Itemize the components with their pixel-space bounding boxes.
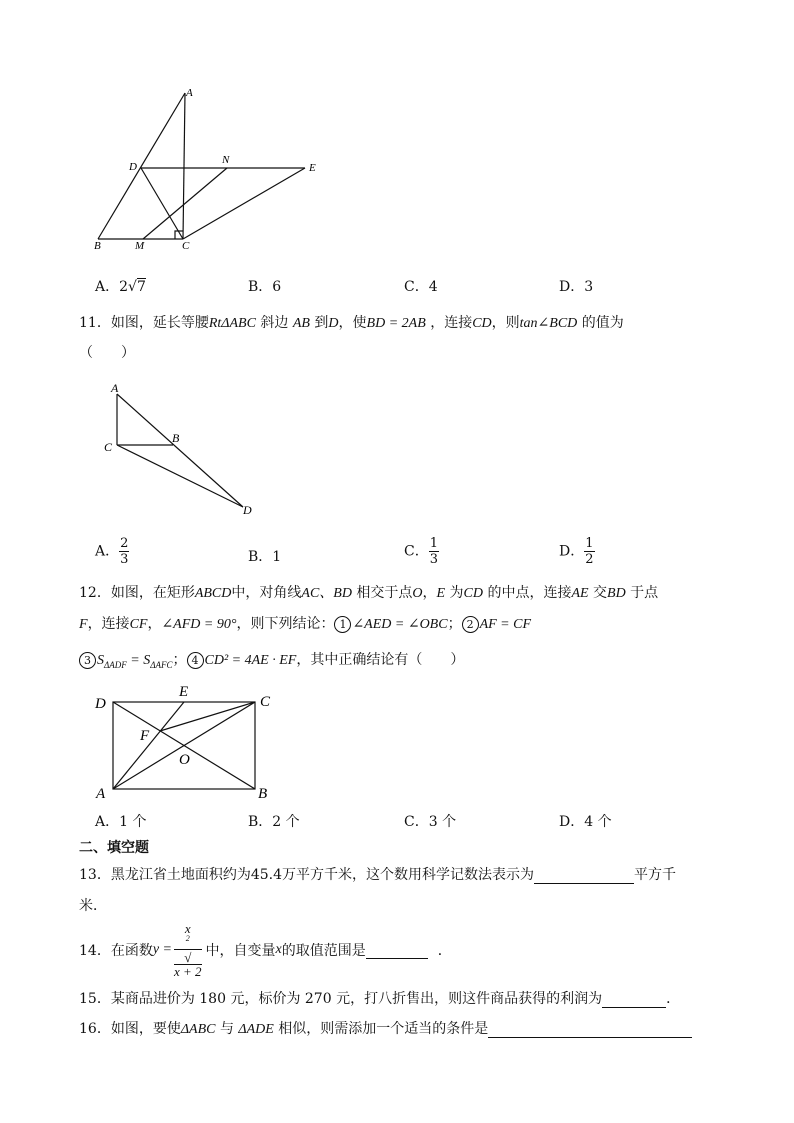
q16-ade: ΔADE [238, 1022, 274, 1037]
option-letter: B． [248, 279, 273, 295]
option-letter: D． [559, 814, 585, 830]
q12-cf: CF [129, 617, 148, 632]
q12-stem-line1 [79, 582, 658, 602]
q11-label-a: A [111, 381, 119, 395]
q11-text: ，使 [338, 315, 367, 331]
q15-number: 15． [79, 991, 111, 1007]
option-value: 1 个 [119, 814, 147, 830]
option-letter: A． [95, 814, 120, 830]
option-letter: C． [404, 814, 429, 830]
q12-label-e: E [179, 684, 189, 700]
q16-abc: ΔABC [180, 1022, 216, 1037]
q12-text: ， [147, 616, 162, 632]
option-fraction [429, 537, 439, 566]
option-letter: B． [248, 549, 273, 565]
q12-statement-4: CD² = 4AE · EF [204, 653, 297, 668]
denominator: 3 [120, 552, 129, 567]
q12-text: 于点 [630, 585, 659, 601]
q12-number: 12． [79, 585, 111, 601]
q12-option-b[interactable] [248, 811, 300, 831]
q15-answer-blank[interactable] [602, 991, 666, 1008]
q10-line-dc [141, 168, 183, 239]
option-value: 6 [272, 279, 282, 295]
q12-s3-sub-b: ΔAFC [150, 659, 173, 670]
q12-e: E [436, 586, 446, 601]
q11-condition: BD = 2AB [366, 316, 426, 331]
option-letter: D． [559, 543, 585, 560]
q12-diagonals: AC、BD [301, 586, 352, 601]
q12-text: 的中点，连接 [487, 585, 572, 601]
q12-stem-line3 [79, 649, 464, 670]
circled-four: 4 [187, 652, 204, 669]
q12-text: 交 [593, 585, 608, 601]
q16-text: 与 [219, 1021, 234, 1037]
q11-paren: （ ） [79, 345, 135, 361]
q12-statement-1: ∠AED = ∠OBC [352, 617, 448, 632]
q13-text: 万平方千米，这个数用科学记数法表示为 [282, 867, 534, 883]
q12-option-d[interactable] [559, 811, 612, 831]
q12-label-o: O [179, 752, 190, 768]
option-radicand: 7 [136, 279, 146, 295]
q14-den: x + 2 [174, 964, 202, 980]
q12-s3-sub-a: ΔADF [104, 659, 127, 670]
denominator [174, 950, 202, 978]
q14-fraction [174, 922, 202, 978]
q14-num-x: x [184, 920, 191, 936]
option-coef: 2 [119, 279, 129, 295]
q13-stem [79, 864, 676, 884]
q12-label-d: D [95, 696, 106, 712]
q14-answer-blank[interactable] [366, 942, 428, 959]
q14-text: ． [437, 943, 452, 959]
denominator: 2 [585, 552, 594, 567]
q11-line-ad [117, 394, 243, 507]
q12-o: O [412, 586, 423, 601]
q12-f: F [79, 617, 88, 632]
q12-text: 为 [449, 585, 464, 601]
q11-text: 如图，延长等腰 [110, 315, 209, 331]
q12-text: 如图，在矩形 [110, 585, 195, 601]
q12-label-c: C [260, 694, 271, 710]
option-letter: C． [404, 279, 429, 295]
q11-figure [100, 380, 265, 520]
q13-text: 平方千 [634, 867, 676, 883]
q10-line-mn [143, 168, 227, 239]
q12-figure [90, 682, 290, 804]
q10-line-ac [183, 93, 185, 239]
circled-two: 2 [462, 616, 479, 633]
q10-label-d: D [129, 161, 137, 173]
option-letter: B． [248, 814, 273, 830]
sqrt-sign: √ [128, 279, 137, 295]
numerator [174, 922, 202, 950]
q11-text: 斜边 [260, 315, 289, 331]
sqrt-sign: √ [184, 950, 192, 966]
q10-label-c: C [182, 240, 190, 252]
option-letter: D． [559, 279, 585, 295]
numerator: 1 [429, 536, 438, 551]
q10-figure [85, 85, 325, 255]
q12-ae: AE [571, 586, 589, 601]
q15-text: 某商品进价为 180 元，标价为 270 元，打八折售出，则这件商品获得的利润为 [110, 991, 603, 1007]
option-letter: A． [95, 279, 120, 295]
option-value: 2 个 [272, 814, 300, 830]
q14-num-exp: 2 [185, 933, 190, 943]
q12-text: ，连接 [87, 616, 130, 632]
q12-option-c[interactable] [404, 811, 456, 831]
option-letter: C． [404, 543, 429, 560]
q11-label-d: D [243, 503, 252, 517]
q11-text: ，则 [491, 315, 520, 331]
option-value: 4 个 [584, 814, 612, 830]
q15-text: ． [666, 991, 681, 1007]
q11-stem [79, 312, 624, 332]
option-fraction [584, 537, 594, 566]
q12-label-f: F [140, 728, 150, 744]
q12-label-a: A [96, 786, 106, 802]
q10-label-n: N [222, 154, 230, 166]
q12-cd: CD [463, 586, 483, 601]
q16-stem [79, 1018, 692, 1038]
q10-line-ab [98, 93, 185, 239]
q12-afd: ∠AFD = 90° [161, 617, 237, 632]
q10-option-d[interactable] [559, 276, 593, 296]
q15-stem [79, 988, 680, 1008]
q11-cd: CD [472, 316, 492, 331]
q11-d: D [328, 316, 339, 331]
q10-label-b: B [94, 240, 101, 252]
q13-text: 黑龙江省土地面积约为 [110, 867, 251, 883]
q11-text: 到 [314, 315, 329, 331]
circled-one: 1 [334, 616, 351, 633]
q10-option-c[interactable] [404, 276, 438, 296]
q14-stem [79, 920, 452, 980]
q11-ab: AB [292, 316, 310, 331]
q12-bd: BD [607, 586, 626, 601]
q14-x: x [275, 942, 282, 957]
q10-label-m: M [135, 240, 145, 252]
q12-option-a[interactable] [95, 811, 146, 831]
option-value: 1 [272, 549, 282, 565]
q13-answer-blank[interactable] [534, 867, 634, 884]
q10-option-b[interactable] [248, 276, 281, 296]
circled-three: 3 [79, 652, 96, 669]
q11-text: ，连接 [430, 315, 473, 331]
q11-line-cd [117, 445, 243, 507]
q12-label-b: B [258, 786, 268, 802]
section-title: 二、填空题 [79, 840, 149, 856]
q11-rt-abc: RtΔABC [208, 316, 256, 331]
q10-option-a[interactable] [95, 276, 146, 296]
q12-text: ，则下列结论： [236, 616, 335, 632]
q12-line-ae [113, 702, 184, 789]
q13-value: 45.4 [250, 867, 282, 883]
q13-number: 13． [79, 867, 111, 883]
q10-line-ce [183, 168, 305, 239]
option-letter: A． [95, 543, 120, 560]
q12-s3-eq: = S [126, 653, 151, 668]
option-value: 4 [428, 279, 438, 295]
q11-label-b: B [172, 431, 180, 445]
q14-text: 的取值范围是 [281, 943, 366, 959]
numerator: 2 [120, 536, 129, 551]
q16-number: 16． [79, 1021, 111, 1037]
q12-sep: ； [447, 616, 462, 632]
q12-line-cf [160, 702, 255, 731]
numerator: 1 [585, 536, 594, 551]
q11-tan: tan∠BCD [519, 316, 578, 331]
q11-option-d[interactable] [559, 537, 595, 566]
option-value: 3 个 [428, 814, 457, 830]
q12-stem-line2 [79, 613, 531, 633]
q11-option-b[interactable] [248, 546, 281, 566]
q14-y: y = [152, 942, 172, 957]
q13-stem-line2: 米． [79, 898, 107, 914]
q14-number: 14． [79, 943, 111, 959]
q10-label-e: E [309, 162, 316, 174]
q12-text: ， [422, 585, 437, 601]
q16-text: 相似，则需添加一个适当的条件是 [278, 1021, 489, 1037]
q16-text: 如图，要使 [110, 1021, 181, 1037]
q14-text: 在函数 [110, 943, 153, 959]
q11-label-c: C [104, 440, 113, 454]
option-fraction [119, 537, 129, 566]
q12-statement-2: AF = CF [479, 617, 532, 632]
q16-answer-blank[interactable] [488, 1021, 692, 1038]
q12-text: ，其中正确结论有（ ） [296, 652, 465, 668]
q11-number: 11． [79, 315, 111, 331]
q12-sep: ； [172, 652, 187, 668]
q10-label-a: A [186, 87, 193, 99]
q14-text: 中，自变量 [205, 943, 276, 959]
q12-text: 相交于点 [356, 585, 413, 601]
q11-text: 的值为 [581, 315, 624, 331]
q11-option-a[interactable] [95, 537, 129, 566]
q12-text: 中，对角线 [231, 585, 302, 601]
q11-option-c[interactable] [404, 537, 439, 566]
q12-abcd: ABCD [194, 586, 232, 601]
option-value: 3 [584, 279, 594, 295]
q12-s3-s: S [97, 653, 104, 668]
denominator: 3 [429, 552, 438, 567]
